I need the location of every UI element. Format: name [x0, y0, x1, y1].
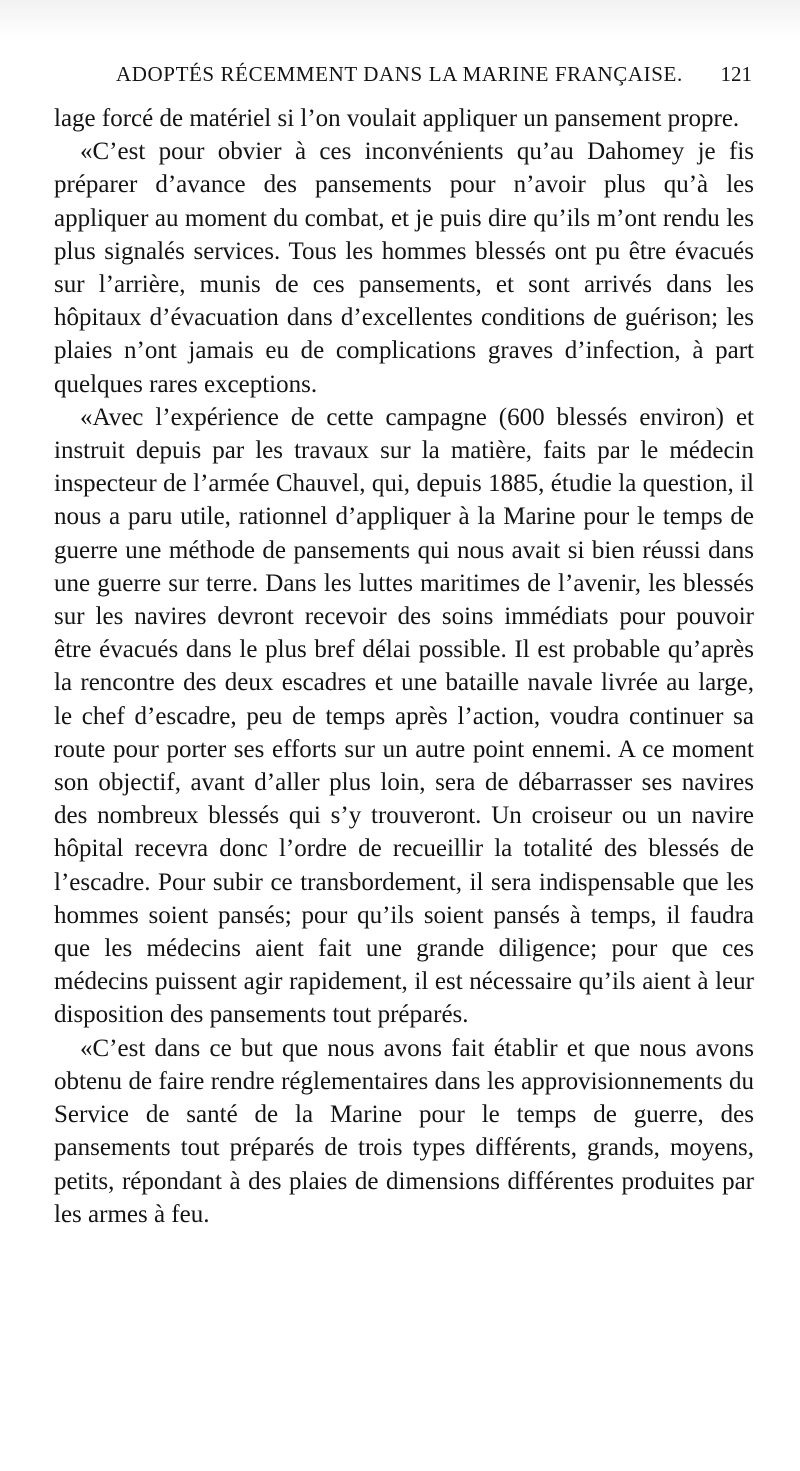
scan-edge — [0, 0, 800, 40]
page-header — [116, 62, 752, 96]
paragraph-campaign-experience: «Avec l’expérience de cette campagne (600 blessés environ) et instruit depuis par les travaux sur la matière, faits par le médecin inspecteur de l’armée Chauvel, qui, depuis 1885, étudie la question, il nous a paru utile, rationnel d’appliquer à la Marine pour le temps de guerre une méthode de pansements qui nous avait si bien réussi dans une guerre sur terre. Dans les luttes maritimes de l’avenir, les blessés sur les navires devront recevoir des soins immédiats pour pouvoir être évacués dans le plus bref délai possible. Il est probable qu’après la rencontre des deux escadres et une bataille navale livrée au large, le chef d’escadre, peu de temps après l’action, voudra continuer sa route pour porter ses efforts sur un autre point ennemi. A ce moment son objectif, avant d’aller plus loin, sera de débarrasser ses navires des nombreux blessés qui s’y trouveront. Un croiseur ou un navire hôpital recevra donc l’ordre de recueillir la totalité des blessés de l’escadre. Pour subir ce transbordement, il sera indispensable que les hommes soient pansés; pour qu’ils soient pansés à temps, il faudra que les médecins aient fait une grande diligence; pour que ces médecins puissent agir rapidement, il est nécessaire qu’ils aient à leur disposition des pansements tout préparés. — [54, 403, 754, 1029]
body-text — [54, 102, 754, 1231]
page-number: 121 — [720, 62, 752, 86]
running-title: ADOPTÉS RÉCEMMENT DANS LA MARINE FRANÇAISE. — [116, 62, 683, 86]
paragraph-regulation-dressings: «C’est dans ce but que nous avons fait établir et que nous avons obtenu de faire rendre réglementaires dans les approvisionnements du Service de santé de la Marine pour le temps de guerre, des pansements tout préparés de trois types différents, grands, moyens, petits, répondant à des plaies de dimensions différentes produites par les armes à feu. — [54, 1034, 754, 1228]
paragraph-continuation: lage forcé de matériel si l’on voulait appliquer un pansement propre. — [54, 105, 740, 132]
paragraph-dahomey: «C’est pour obvier à ces inconvénients qu’au Dahomey je fis préparer d’avance des pansements pour n’avoir plus qu’à les appliquer au moment du combat, et je puis dire qu’ils m’ont rendu les plus signalés services. Tous les hommes blessés ont pu être évacués sur l’arrière, munis de ces pansements, et sont arrivés dans les hôpitaux d’évacuation dans d’excellentes conditions de guérison; les plaies n’ont jamais eu de complications graves d’infection, à part quelques rares exceptions. — [54, 138, 754, 398]
